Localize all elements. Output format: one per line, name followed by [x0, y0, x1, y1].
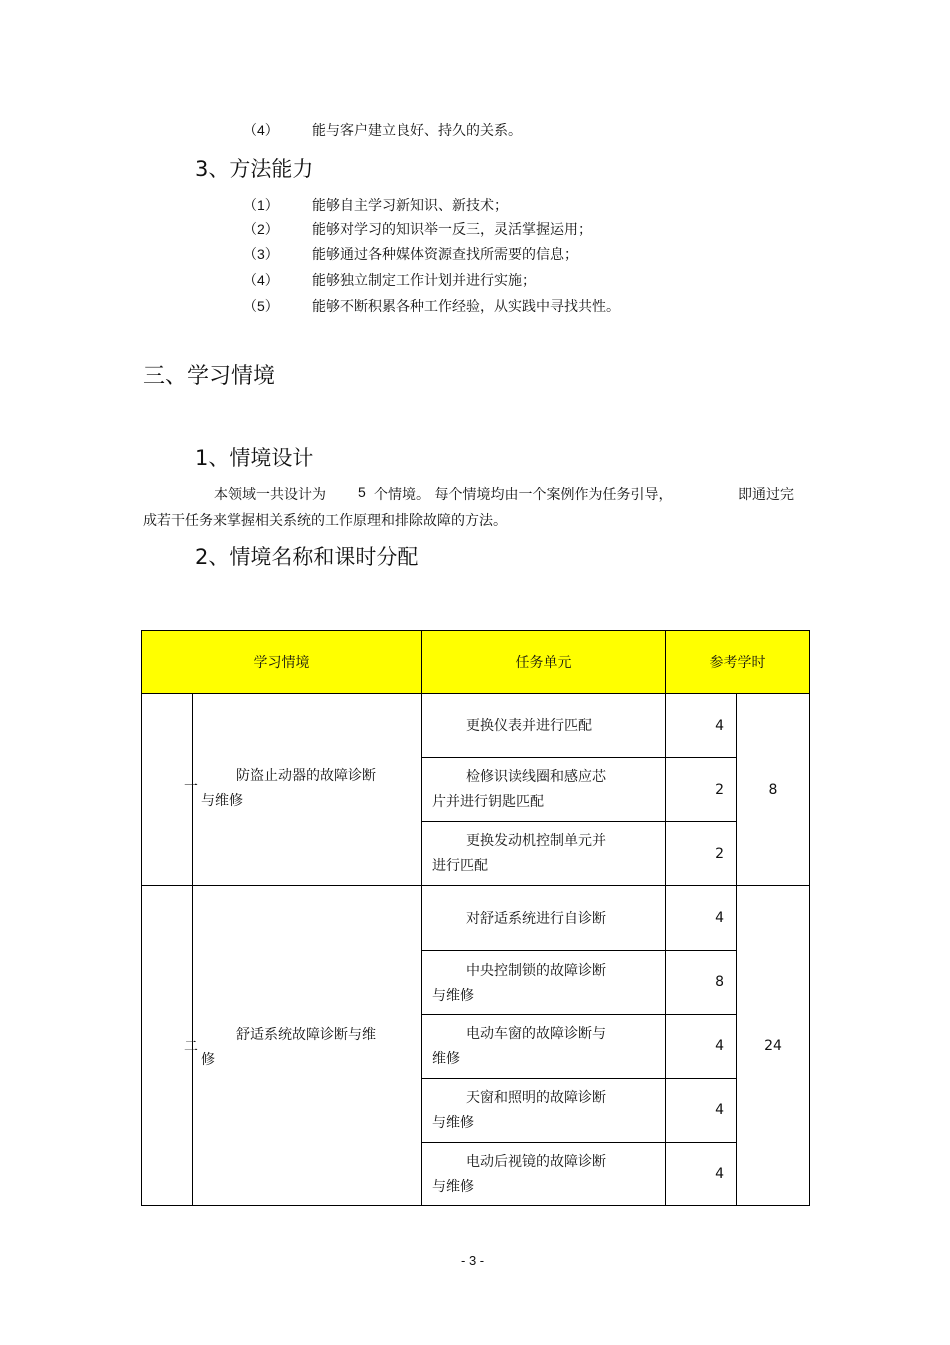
- situation-index: 二: [184, 1039, 198, 1056]
- task-name: 电动车窗的故障诊断与: [466, 1025, 606, 1042]
- paragraph-text: 即通过完: [738, 487, 794, 503]
- task-cell: [422, 1142, 666, 1205]
- method-item-text: 能够通过各种媒体资源查找所需要的信息；: [312, 247, 578, 263]
- section-heading: 三、学习情境: [143, 364, 276, 389]
- top-item-number: （4）: [243, 122, 279, 138]
- task-hours: 4: [666, 694, 737, 758]
- task-hours: 4: [666, 1078, 737, 1142]
- method-item-text: 能够对学习的知识举一反三，灵活掌握运用；: [312, 222, 592, 238]
- paragraph-text: 个情境。 每个情境均由一个案例作为任务引导，: [374, 487, 673, 503]
- method-item-number: （5）: [243, 298, 279, 314]
- task-cell: [422, 1014, 666, 1078]
- task-name: 更换仪表并进行匹配: [466, 718, 592, 735]
- task-name: 维修: [432, 1050, 460, 1067]
- situation-index-cell: [142, 886, 198, 1206]
- task-name: 天窗和照明的故障诊断: [466, 1089, 606, 1106]
- situation-index: 一: [184, 779, 198, 796]
- task-name: 电动后视镜的故障诊断: [466, 1153, 606, 1170]
- task-name: 与维修: [432, 987, 474, 1004]
- task-name: 与维修: [432, 1114, 474, 1131]
- task-hours: 2: [666, 758, 737, 822]
- task-name: 检修识读线圈和感应芯: [466, 769, 606, 786]
- situation-name-line: 舒适系统故障诊断与维: [236, 1027, 376, 1044]
- task-cell: [422, 694, 666, 758]
- task-cell: [422, 1078, 666, 1142]
- situation-name-cell: [193, 886, 422, 1206]
- task-hours: 4: [666, 1014, 737, 1078]
- paragraph-text: 成若干任务来掌握相关系统的工作原理和排除故障的方法。: [143, 513, 507, 529]
- task-name: 进行匹配: [432, 858, 488, 875]
- header-task: 任务单元: [422, 631, 666, 694]
- task-name: 中央控制锁的故障诊断: [466, 962, 606, 979]
- method-item-text: 能够独立制定工作计划并进行实施；: [312, 273, 536, 289]
- paragraph-text: 本领域一共设计为: [214, 487, 326, 503]
- method-item-number: （1）: [243, 197, 279, 213]
- method-item-number: （2）: [243, 221, 279, 237]
- paragraph-number: 5: [358, 484, 366, 500]
- situation-name-line: 与维修: [201, 793, 243, 810]
- task-name: 片并进行钥匙匹配: [432, 794, 544, 811]
- header-hours: 参考学时: [666, 631, 810, 694]
- situation-index-cell: [142, 694, 198, 886]
- table-header-row: [142, 631, 810, 694]
- task-cell: [422, 758, 666, 822]
- task-name: 更换发动机控制单元并: [466, 833, 606, 850]
- table-row: [142, 694, 810, 758]
- task-name: 与维修: [432, 1178, 474, 1195]
- method-heading: 3、方法能力: [195, 157, 314, 181]
- situation-name-line: 修: [201, 1052, 215, 1069]
- method-item-number: （4）: [243, 272, 279, 288]
- task-cell: [422, 822, 666, 886]
- situation-name-line: 防盗止动器的故障诊断: [236, 768, 376, 785]
- table-row: [142, 886, 810, 950]
- situation-total-hours: 8: [737, 694, 810, 886]
- situation-name-cell: [193, 694, 422, 886]
- task-hours: 4: [666, 886, 737, 950]
- method-item-number: （3）: [243, 246, 279, 262]
- page-number: - 3 -: [461, 1253, 485, 1268]
- task-name: 对舒适系统进行自诊断: [466, 911, 606, 928]
- task-hours: 4: [666, 1142, 737, 1205]
- task-cell: [422, 950, 666, 1014]
- hours-allocation-table: [141, 630, 810, 1206]
- method-item-text: 能够自主学习新知识、新技术；: [312, 198, 508, 214]
- header-situation: 学习情境: [142, 631, 422, 694]
- allocation-heading: 2、情境名称和课时分配: [195, 545, 419, 569]
- task-cell: [422, 886, 666, 950]
- design-heading: 1、情境设计: [195, 446, 314, 470]
- top-item-text: 能与客户建立良好、持久的关系。: [312, 123, 522, 139]
- task-hours: 2: [666, 822, 737, 886]
- situation-total-hours: 24: [737, 886, 810, 1206]
- task-hours: 8: [666, 950, 737, 1014]
- method-item-text: 能够不断积累各种工作经验，从实践中寻找共性。: [312, 299, 620, 315]
